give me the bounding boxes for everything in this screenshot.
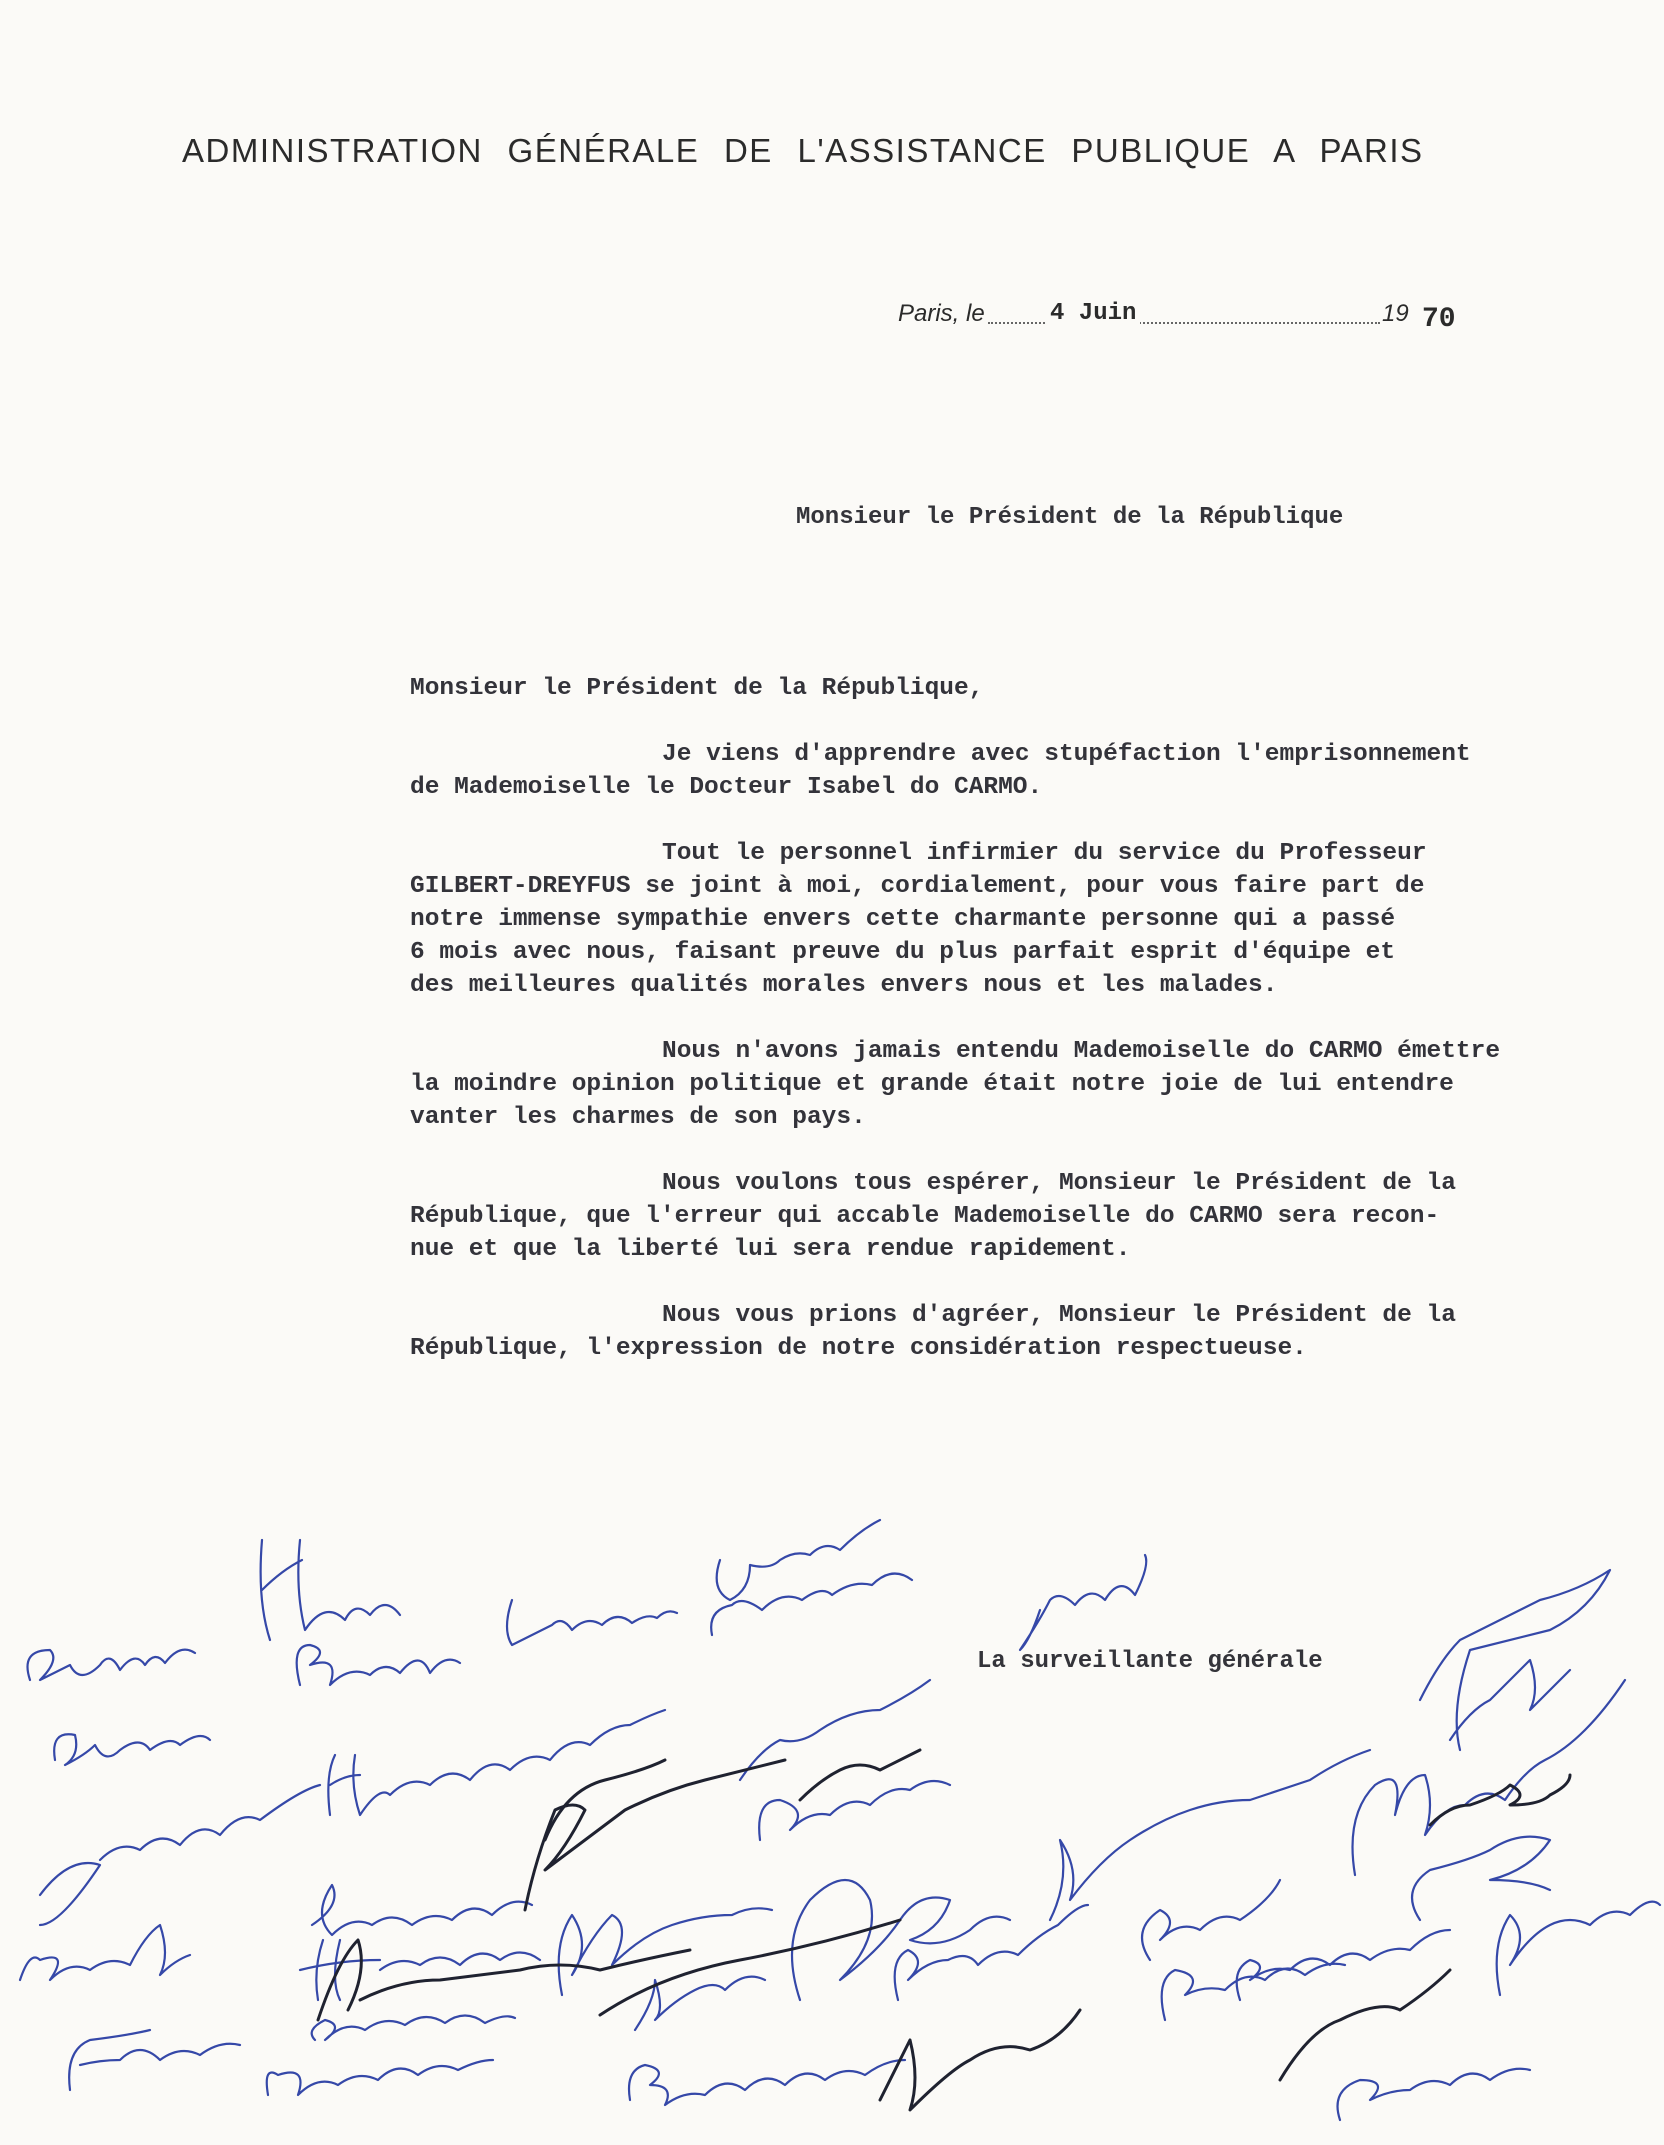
addressee: Monsieur le Président de la République [796, 504, 1344, 531]
text-line: Nous vous prions d'agréer, Monsieur le Président de la [662, 1302, 1456, 1329]
salutation: Monsieur le Président de la République, [410, 675, 984, 702]
handwritten-signatures [0, 1440, 1664, 2140]
signature [1450, 1660, 1570, 1740]
signature [1338, 2069, 1531, 2120]
signature [20, 1925, 190, 1980]
signature [28, 1650, 196, 1680]
text-line: des meilleures qualités morales envers nous et les malades. [410, 972, 1278, 999]
signature [629, 2060, 905, 2105]
signature [1430, 1775, 1570, 1825]
signature [318, 1940, 690, 2020]
signature [1280, 1970, 1450, 2080]
date-line [898, 296, 1480, 336]
signature [507, 1600, 677, 1645]
closing-title: La surveillante générale [977, 1648, 1323, 1675]
letter-body [410, 672, 1610, 1398]
signature [300, 1940, 540, 2000]
signature [1020, 1555, 1146, 1650]
signature [261, 1540, 400, 1640]
signature [759, 1781, 950, 1840]
text-line: République, l'expression de notre considération respectueuse. [410, 1335, 1307, 1362]
signature [717, 1520, 880, 1600]
paragraph-1 [410, 738, 1610, 804]
signature [800, 1750, 920, 1800]
signature [525, 1760, 785, 1910]
text-line: nue et que la liberté lui sera rendue rapidement. [410, 1236, 1131, 1263]
date-year: 70 [1422, 304, 1456, 335]
text-line: Nous voulons tous espérer, Monsieur le Président de la [662, 1170, 1456, 1197]
letterhead: ADMINISTRATION GÉNÉRALE DE L'ASSISTANCE PUBLIQUE A PARIS [182, 132, 1424, 169]
text-line: la moindre opinion politique et grande était notre joie de lui entendre [410, 1071, 1454, 1098]
paragraph-3 [410, 1035, 1610, 1134]
signature [69, 2030, 240, 2090]
signature [895, 1905, 1088, 2000]
signature [1353, 1680, 1626, 1875]
signature [880, 2010, 1080, 2110]
signature [54, 1734, 210, 1765]
text-line: République, que l'erreur qui accable Mademoiselle do CARMO sera recon- [410, 1203, 1440, 1230]
signature [328, 1710, 665, 1815]
date-century: 19 [1382, 300, 1409, 327]
paragraph-5 [410, 1299, 1610, 1365]
date-label: Paris, le [898, 300, 985, 327]
signature [297, 1645, 460, 1685]
text-line: Tout le personnel infirmier du service du Professeur [662, 840, 1427, 867]
signature [1142, 1880, 1280, 1960]
signature [40, 1785, 320, 1925]
date-day: 4 Juin [1046, 300, 1140, 327]
text-line: Je viens d'apprendre avec stupéfaction l'emprisonnement [662, 741, 1471, 768]
text-line: vanter les charmes de son pays. [410, 1104, 866, 1131]
text-line: notre immense sympathie envers cette charmante personne qui a passé [410, 906, 1396, 933]
signature-area [0, 1440, 1664, 2140]
text-line: Nous n'avons jamais entendu Mademoiselle do CARMO émettre [662, 1038, 1501, 1065]
signature [1050, 1750, 1370, 1920]
signature [1497, 1902, 1660, 1995]
signature [1162, 1964, 1345, 2020]
signature [312, 1885, 532, 1935]
signature [312, 2016, 515, 2041]
signature [1412, 1837, 1550, 1920]
text-line: de Mademoiselle le Docteur Isabel do CARMO. [410, 774, 1043, 801]
text-line: GILBERT-DREYFUS se joint à moi, cordialement, pour vous faire part de [410, 873, 1425, 900]
signature [711, 1574, 912, 1635]
signature [1420, 1570, 1610, 1750]
signature [267, 2060, 493, 2095]
paragraph-2 [410, 837, 1610, 1002]
text-line: 6 mois avec nous, faisant preuve du plus parfait esprit d'équipe et [410, 939, 1396, 966]
paragraph-4 [410, 1167, 1610, 1266]
